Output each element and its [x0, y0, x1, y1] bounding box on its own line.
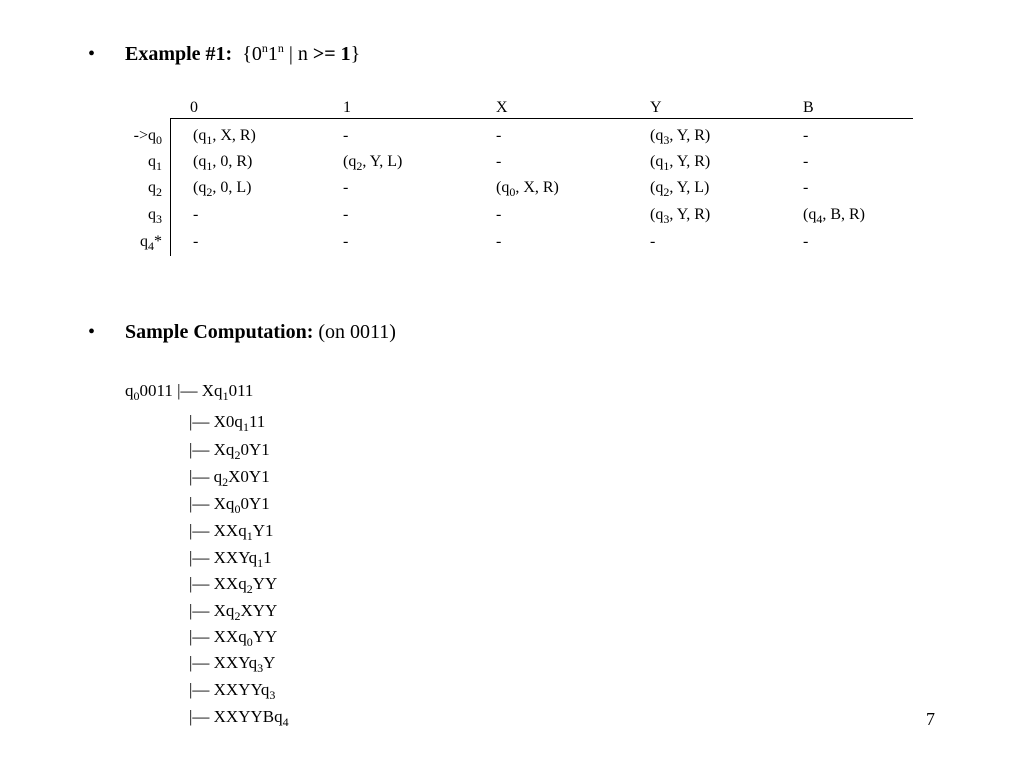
sample-label: Sample Computation: [125, 321, 314, 343]
table-cell: ($q_4$, B, R) [803, 206, 865, 226]
table-cell: - [803, 179, 809, 196]
table-cell: - [496, 233, 502, 250]
table-cell: - [803, 233, 809, 250]
table-cell: - [343, 179, 349, 196]
computation-step: |— $X0q_111$ [189, 412, 266, 434]
computation-step: |— $Xq_2XYY$ [189, 601, 278, 623]
computation-step: |— $Xq_00Y1$ [189, 494, 270, 516]
language-expression: {0$^n$1$^n$ | n >= 1} [242, 41, 361, 65]
page-number: 7 [926, 709, 935, 729]
computation-step: |— XXYYBq$_4$ [189, 707, 289, 729]
table-cell: - [803, 153, 809, 170]
table-header-rule [170, 118, 913, 119]
computation-step: |— XXYYq$_3$ [189, 680, 276, 702]
table-header-B: B [803, 99, 814, 116]
table-header-1: 1 [343, 99, 351, 116]
example-heading [125, 42, 360, 66]
computation-step: |— $Xq_20Y1$ [189, 440, 270, 462]
table-cell: ($q_1$, Y, R) [650, 153, 711, 173]
table-cell: - [650, 233, 656, 250]
table-row-label: $->q_0$ [133, 127, 162, 147]
table-cell: - [803, 127, 809, 144]
computation-start: $q_00011$ |— $Xq_1011$ [125, 381, 254, 403]
table-cell: - [496, 127, 502, 144]
table-cell: - [343, 233, 349, 250]
table-row-label: $q_4*$ [140, 233, 162, 253]
table-cell: ($q_2$, Y, L) [343, 153, 403, 173]
table-cell: - [343, 127, 349, 144]
example-label: Example #1: [125, 43, 233, 65]
table-cell: - [496, 153, 502, 170]
computation-step: |— XXYq$_1$1 [189, 548, 272, 570]
table-row-label: $q_3$ [148, 206, 162, 226]
computation-step: |— XXYq$_3$Y [189, 653, 276, 675]
table-cell: ($q_0$, X, R) [496, 179, 559, 199]
table-header-0: 0 [190, 99, 198, 116]
table-cell: ($q_2$, Y, L) [650, 179, 710, 199]
table-cell: ($q_3$, Y, R) [650, 206, 711, 226]
table-cell: ($q_1$, X, R) [193, 127, 256, 147]
table-row-label: $q_2$ [148, 179, 162, 199]
table-cell: - [496, 206, 502, 223]
table-row-label: $q_1$ [148, 153, 162, 173]
table-cell: - [193, 206, 199, 223]
table-header-X: X [496, 99, 508, 116]
computation-step: |— XXq$_1$Y1 [189, 521, 274, 543]
table-cell: - [193, 233, 199, 250]
sample-note: (on 0011) [318, 321, 396, 343]
bullet-sample: • [88, 321, 96, 343]
table-row-label-rule [170, 119, 171, 256]
computation-step: |— XXq$_0$YY [189, 627, 278, 649]
table-cell: - [343, 206, 349, 223]
sample-heading [125, 320, 396, 344]
bullet-example: • [88, 43, 96, 65]
table-header-Y: Y [650, 99, 662, 116]
computation-step: |— $q_2X0Y1$ [189, 467, 270, 489]
computation-step: |— XXq$_2$YY [189, 574, 278, 596]
table-cell: ($q_2$, 0, L) [193, 179, 252, 199]
table-cell: ($q_1$, 0, R) [193, 153, 253, 173]
table-cell: ($q_3$, Y, R) [650, 127, 711, 147]
